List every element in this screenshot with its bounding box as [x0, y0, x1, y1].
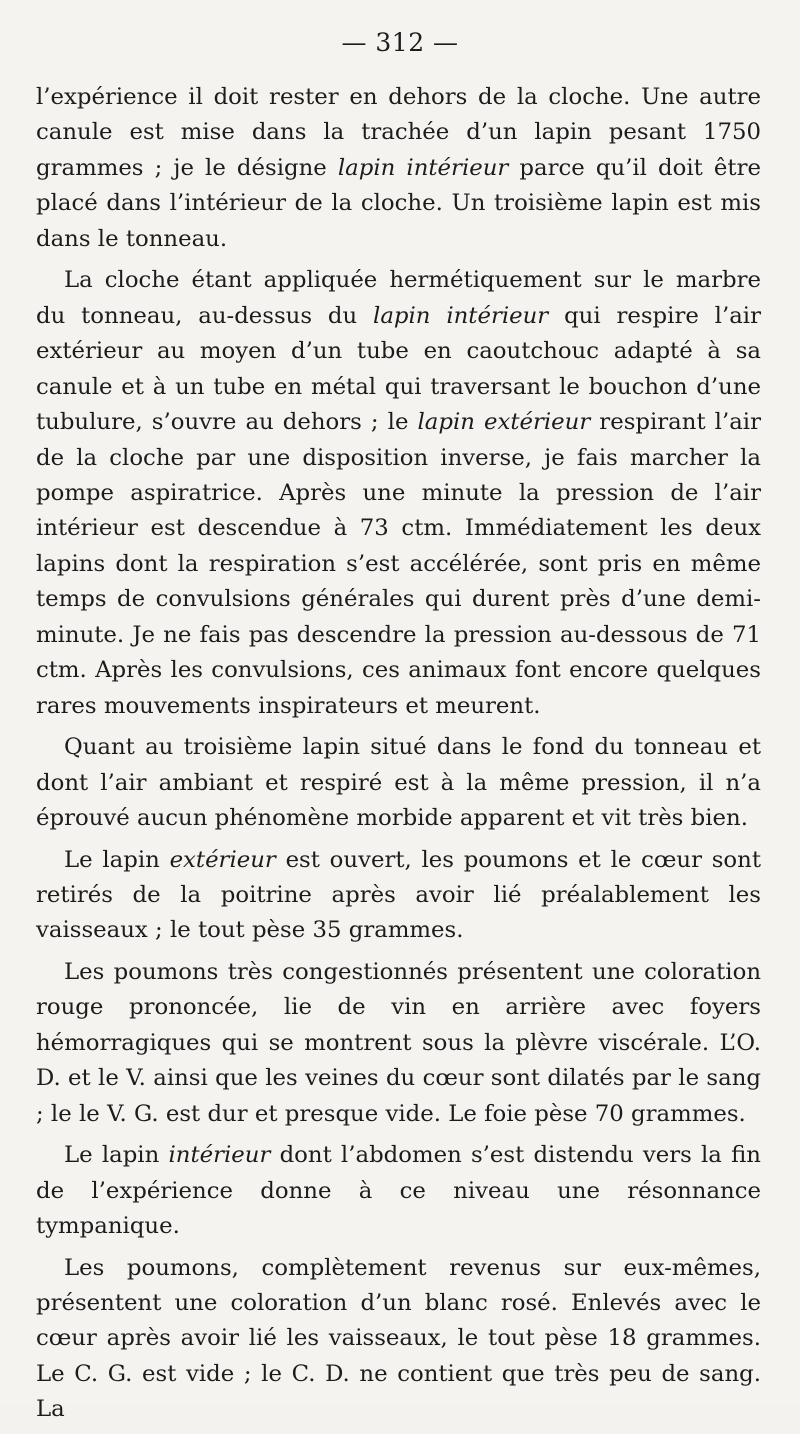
paragraph [36, 1138, 761, 1244]
italic-term: extérieur [169, 846, 276, 873]
text-run: Le lapin [64, 846, 170, 873]
text-run: Le lapin [64, 1142, 169, 1169]
text-run: Les poumons très congestionnés présentent une coloration rouge prononcée, lie de vin en arrière avec foyers hémorragiques qui se montrent sous la plèvre viscérale. L’O. D. et le V. ainsi que les veines du cœur sont dilatés par le sang ; le le V. G. est dur et presque vide. Le foie pèse 70 grammes. [36, 958, 761, 1127]
text-run: respirant l’air de la cloche par une disposition inverse, je fais marcher la pompe aspiratrice. Après une minute la pression de l’air intérieur est descendue à 73 ctm. Immédiatement les deux lapins dont la respiration s’est accélérée, sont pris en même temps de convulsions générales qui durent près d’une demi-minute. Je ne fais pas descendre la pression au-dessous de 71 ctm. Après les convulsions, ces animaux font encore quelques rares mouvements inspirateurs et meurent. [36, 409, 761, 719]
italic-term: lapin intérieur [337, 154, 509, 181]
paragraph [36, 80, 761, 257]
text-run: est ouvert, les poumons et le cœur sont retirés de la poitrine après avoir lié préalablement les vaisseaux ; le tout pèse 35 grammes. [36, 846, 761, 944]
paragraph [36, 955, 761, 1132]
paragraph [36, 730, 761, 836]
text-run: Les poumons, complètement revenus sur eux-mêmes, présentent une coloration d’un blanc rosé. Enlevés avec le cœur après avoir lié les vaisseaux, le tout pèse 18 grammes. Le C. G. est vide ; le C. D. ne contient que très peu de sang. La [36, 1254, 761, 1423]
italic-term: intérieur [168, 1142, 271, 1169]
italic-term: lapin intérieur [373, 302, 549, 329]
page-number: — 312 — [341, 28, 459, 57]
text-run: La cloche étant appliquée hermétiquement sur le marbre du tonneau, au-dessus du [36, 267, 761, 329]
text-run: qui respire l’air extérieur au moyen d’un tube en caoutchouc adapté à sa canule et à un tube en métal qui traversant le bouchon d’une tubulure, s’ouvre au dehors ; le [36, 302, 761, 436]
text-run: Quant au troisième lapin situé dans le fond du tonneau et dont l’air ambiant et respiré est à la même pression, il n’a éprouvé aucun phénomène morbide apparent et vit très bien. [36, 734, 761, 832]
text-run: l’expérience il doit rester en dehors de la cloche. Une autre canule est mise dans la trachée d’un lapin pesant 1750 grammes ; je le désigne [36, 84, 761, 181]
body-text [36, 80, 761, 1434]
paragraph [36, 1251, 761, 1428]
paragraph [36, 843, 761, 949]
text-run: dont l’abdomen s’est distendu vers la fin de l’expérience donne à ce niveau une résonnance tympanique. [36, 1142, 761, 1240]
paragraph [36, 263, 761, 724]
text-run: parce qu’il doit être placé dans l’intérieur de la cloche. Un troisième lapin est mis dans le tonneau. [36, 154, 761, 252]
italic-term: lapin extérieur [417, 409, 591, 436]
